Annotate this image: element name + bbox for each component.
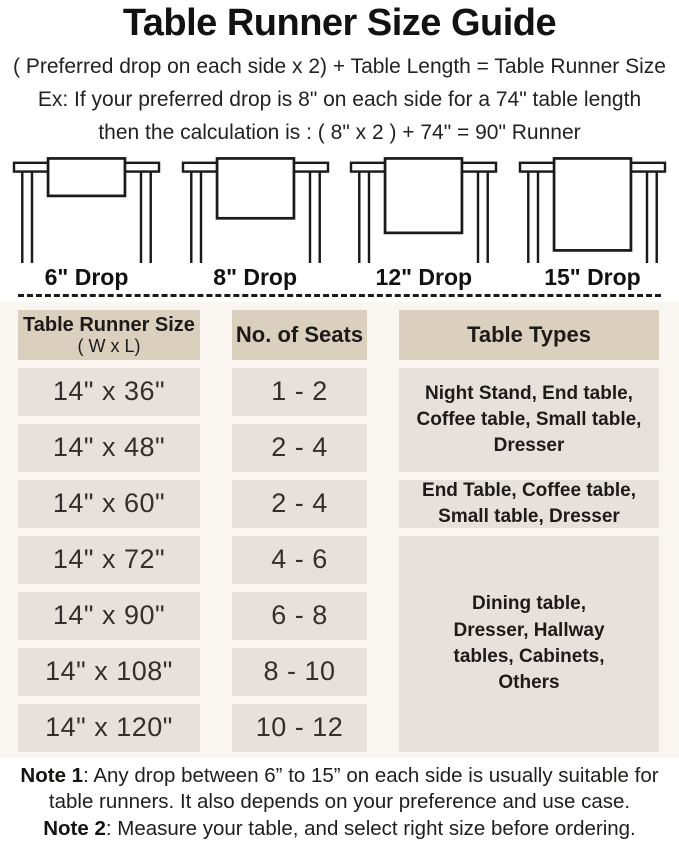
column-header-seats-label: No. of Seats (235, 321, 364, 347)
table-runner-diagram-8-icon (178, 156, 333, 265)
size-cell-row3 (18, 480, 200, 528)
types-cell-group3 (399, 536, 659, 752)
formula-text: ( Preferred drop on each side x 2) + Table Length = Table Runner Size (13, 54, 666, 78)
seats-cell-row7 (232, 704, 367, 752)
seats-cell-row5 (232, 592, 367, 640)
seats-value: 1 - 2 (271, 376, 328, 407)
table-runner-diagram-15-icon (515, 156, 670, 265)
drop-label-15: 15" Drop (544, 263, 641, 290)
column-header-size (18, 310, 200, 360)
size-value: 14" x 36" (52, 376, 166, 407)
seats-cell-row3 (232, 480, 367, 528)
column-header-types (399, 310, 659, 360)
table-runner-diagram-6-icon (9, 156, 164, 265)
seats-cell-row2 (232, 424, 367, 472)
types-cell-group1 (399, 368, 659, 472)
note-1-label: Note 1 (20, 763, 84, 787)
size-value: 14" x 120" (45, 712, 173, 743)
size-cell-row7 (18, 704, 200, 752)
seats-cell-row4 (232, 536, 367, 584)
note-1-text: : Any drop between 6” to 15” on each side is usually suitable for table runners. It also depends on your preference and use case. (48, 763, 659, 814)
drop-figure-6 (9, 156, 164, 265)
column-header-size-line1: Table Runner Size (23, 313, 195, 336)
seats-value: 4 - 6 (271, 544, 328, 575)
types-group3-text: Dining table, Dresser, Hallway tables, Cabinets, Others (453, 593, 605, 694)
size-cell-row5 (18, 592, 200, 640)
example-line-1: Ex: If your preferred drop is 8" on each side for a 74" table length (37, 88, 642, 112)
size-cell-row4 (18, 536, 200, 584)
size-value: 14" x 48" (52, 432, 166, 463)
column-header-types-label: Table Types (467, 321, 591, 347)
note-1 (0, 763, 679, 816)
example-line-2: then the calculation is : ( 8" x 2 ) + 74" = 90" Runner (98, 121, 581, 145)
types-group1-text: Night Stand, End table, Coffee table, Small table, Dresser (416, 382, 642, 456)
types-cell-group2 (399, 480, 659, 528)
page-title: Table Runner Size Guide (122, 2, 557, 44)
seats-value: 2 - 4 (271, 488, 328, 519)
drop-label-12: 12" Drop (375, 263, 473, 290)
note-2-text: : Measure your table, and select right size before ordering. (105, 817, 636, 841)
size-value: 14" x 72" (52, 544, 166, 575)
size-value: 14" x 90" (52, 600, 166, 631)
drop-figure-15 (515, 156, 670, 265)
column-header-seats (232, 310, 367, 360)
notes (0, 763, 679, 843)
note-2 (0, 816, 679, 843)
size-cell-row6 (18, 648, 200, 696)
seats-cell-row6 (232, 648, 367, 696)
drop-labels-row (0, 265, 679, 290)
table-runner-diagram-12-icon (346, 156, 501, 265)
drop-figure-8 (178, 156, 333, 265)
drop-label-6: 6" Drop (44, 263, 129, 290)
size-value: 14" x 108" (45, 656, 173, 687)
seats-value: 8 - 10 (263, 656, 336, 687)
seats-value: 2 - 4 (271, 432, 328, 463)
dashed-divider (18, 294, 661, 297)
size-cell-row2 (18, 424, 200, 472)
seats-cell-row1 (232, 368, 367, 416)
size-value: 14" x 60" (52, 488, 166, 519)
drop-label-8: 8" Drop (213, 263, 298, 290)
seats-value: 10 - 12 (255, 712, 344, 743)
types-group2-text: End Table, Coffee table, Small table, Dresser (422, 479, 636, 527)
drop-figure-12 (346, 156, 501, 265)
seats-value: 6 - 8 (271, 600, 328, 631)
column-header-size-line2: ( W x L) (77, 335, 141, 356)
size-cell-row1 (18, 368, 200, 416)
drop-figures-row (0, 156, 679, 265)
note-2-label: Note 2 (43, 817, 106, 841)
size-guide-section (0, 302, 679, 758)
size-guide-table (0, 310, 679, 752)
